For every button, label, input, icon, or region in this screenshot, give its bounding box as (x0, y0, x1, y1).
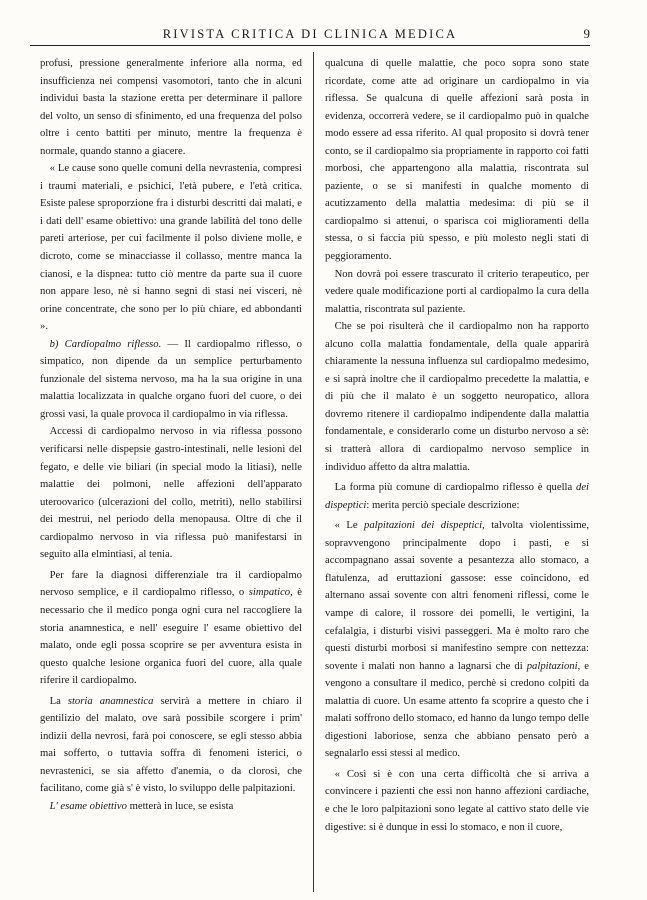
paragraph: profusi, pressione generalmente inferiore alla norma, ed insufficienza nei compensi vasomotori, tanto che in alcuni individui basta la stazione eretta per determinare il pallore del volto, un senso di sfinimento, ed una frequenza del polso oltre i cento battiti per minuto, mentre la frequenza è normale, quando stanno a giacere. (40, 58, 302, 157)
page-number: 9 (583, 26, 590, 41)
paragraph: « Le cause sono quelle comuni della nevrastenia, compresi i traumi materiali, e psichici, l'età pubere, e l'età critica. Esiste palese sproporzione fra i disturbi descritti dai malati, e i dati dell' esame obiettivo: una grande labilità del tono delle pareti arteriose, per cui facilmente il polso diviene molle, e dicroto, come se minacciasse il collasso, mentre manca la cianosi, e la dispnea: tutto ciò mentre da parte sua il cuore non appare leso, nè si hanno segni di stasi nei visceri, nè orine concentrate, che sono per lo più chiare, ed abbondanti ». (40, 163, 302, 333)
column-divider (313, 52, 314, 892)
section-heading: b) Cardiopalmo riflesso. (49, 338, 162, 350)
paragraph: L' esame obiettivo metterà in luce, se esista (49, 800, 234, 812)
paragraph: La forma più comune di cardiopalmo riflesso è quella dei dispeptici: merita perciò speciale descrizione: (325, 482, 589, 511)
paragraph: Accessi di cardiopalmo nervoso in via riflessa possono verificarsi nelle dispepsie gastro-intestinali, nelle lesioni del fegato, e delle vie biliari (in special modo la litiasi), nelle malattie dei polmoni, nelle affezioni dell'apparato uteroovarico (ulcerazioni del collo, metriti), nello stabilirsi dei mestrui, nel periodo della menopausa. Oltre di che il cardiopalmo nervoso in via riflessa può manifestarsi in seguito alla elmintiasi, al tenia. (40, 426, 302, 561)
paragraph: qualcuna di quelle malattie, che poco sopra sono state ricordate, come atte ad originare un cardiopalmo in via riflessa. Se qualcuna di quelle affezioni sarà posta in evidenza, occorrerà vedere, se il cardiopalmo può in qualche modo essere ad essa riferito. Al qual proposito si dovrà tener conto, se il cardiopalmo sia propriamente in rapporto coi fatti morbosi, che appartengono alla malattia, riscontrata sul paziente, o se si manifesti in qualche momento di acutizzamento della malattia medesima: di più se il cardiopalmo si attenui, o sparisca coi miglioramenti della stessa, o si faccia più spesso, e più molesto negli stati di peggioramento. (325, 58, 589, 263)
paragraph-text: — Il cardiopalmo riflesso, o simpatico, non dipende da un semplice perturbamento funzionale del sistema nervoso, ma ha la sua origine in una malattia localizzata in qualche organo fuori del cuore, o dei grossi vasi, la quale provoca il cardiopalmo in via riflessa. (40, 338, 302, 420)
left-column (40, 55, 302, 816)
paragraph: Che se poi risulterà che il cardiopalmo non ha rapporto alcuno colla malattia fondamentale, della quale apparirà chiaramente la nessuna influenza sul cardiopalmo medesimo, e si saprà inoltre che il cardiopalmo precedette la malattia, e di più che il malato è un soggetto neuropatico, allora dovremo ritenere il cardiopalmo indipendente dalla malattia fondamentale, e considerarlo come un disturbo nervoso a sè: si tratterà allora di cardiopalmo nervoso semplice in individuo affetto da altra malattia. (325, 321, 589, 473)
paragraph: Per fare la diagnosi differenziale tra il cardiopalmo nervoso semplice, e il cardiopalmo riflesso, o simpatico, è necessario che il medico ponga ogni cura nel raccogliere la storia anamnestica, e nell' eseguire l' esame obiettivo del malato, onde egli possa scoprire se per avventura esista in questo qualche lesione organica fuori del cuore, alla quale riferire il cardiopalmo. (40, 569, 302, 687)
paragraph: La storia anamnestica servirà a mettere in chiaro il gentilizio del malato, ove sarà possibile scorgere i prim' indizii della nevrosi, farà poi conoscere, se egli stesso abbia mai sofferto, o tuttavia soffra di fenomeni isterici, o nevrastenici, se sia affetto d'anemia, o da clorosi, che facilitano, come già s' è visto, lo sviluppo delle palpitazioni. (40, 695, 302, 795)
paragraph: Non dovrà poi essere trascurato il criterio terapeutico, per vedere quale modificazione porti al cardiopalmo la cura della malattia, riscontrata sul paziente. (325, 268, 589, 315)
running-title: RIVISTA CRITICA DI CLINICA MEDICA (162, 27, 458, 41)
paragraph (40, 336, 302, 424)
quoted-paragraph: « Le palpitazioni dei dispeptici, talvolta violentissime, sopravvengono principalmente dopo i pasti, e si accompagnano assai sovente a pesantezza allo stomaco, a flatulenza, ad eruttazioni gassose: esse coincidono, ed alternano assai sovente con altri fenomeni riflessi, come le vampe di calore, il rossore dei pomelli, le vertigini, la cefalalgia, i disturbi visivi passeggeri. Ma è molto raro che questi disturbi morbosi si manifestino sempre con nettezza: sovente i malati non hanno a lagnarsi che di palpitazioni, e vengono a consultare il medico, perchè si credono colpiti da malattia di cuore. Un esame attento fa scoprire a questo che i malati soffrono dello stomaco, ed hanno da lungo tempo delle digestioni laboriose, senza che abbiano pensato però a segnalarlo essi stessi al medico. (325, 520, 589, 760)
right-column (325, 55, 589, 836)
quoted-paragraph: « Così si è con una certa difficoltà che si arriva a convincere i pazienti che essi non hanno affezioni cardiache, e che le loro palpitazioni sono legate al cattivo stato delle vie digestive: si è dunque in essi lo stomaco, e non il cuore, (325, 768, 589, 833)
page-header (30, 23, 590, 46)
